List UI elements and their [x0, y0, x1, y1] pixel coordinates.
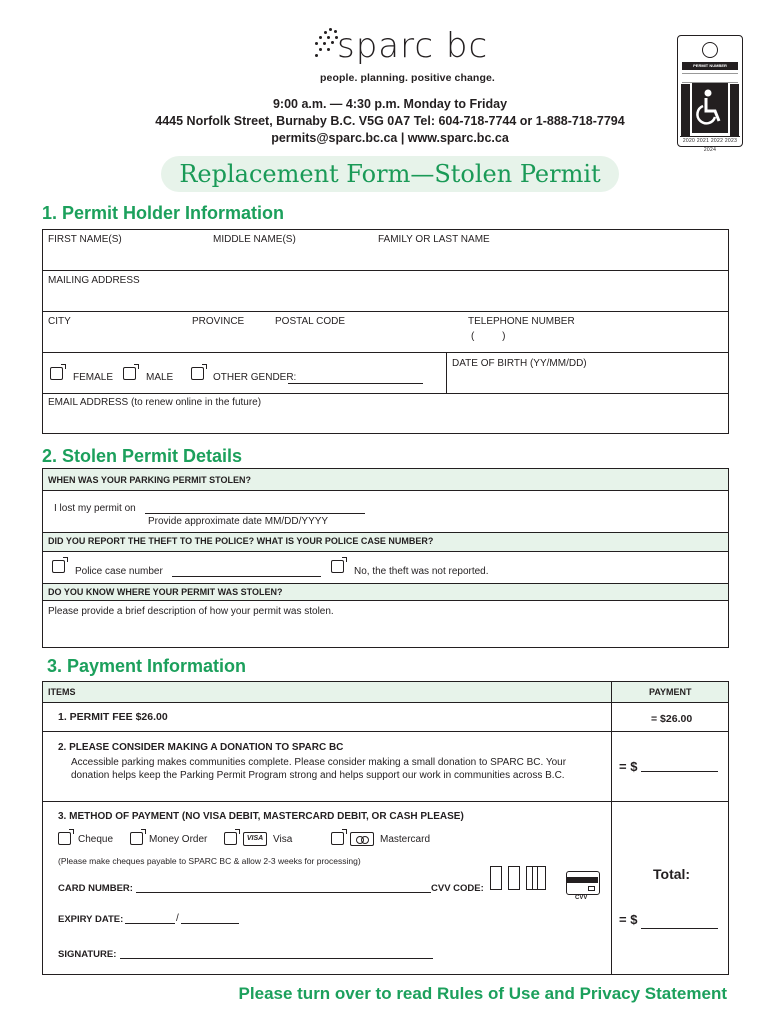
cheque-checkbox[interactable]: [58, 832, 71, 845]
lost-on-label: I lost my permit on: [54, 503, 136, 514]
when-stolen-question: WHEN WAS YOUR PARKING PERMIT STOLEN?: [48, 475, 252, 485]
cvv-digit-4[interactable]: [532, 866, 546, 890]
expiry-month-input[interactable]: [125, 923, 175, 924]
signature-label: SIGNATURE:: [58, 949, 117, 960]
lost-date-input[interactable]: [145, 513, 365, 514]
donation-title: 2. PLEASE CONSIDER MAKING A DONATION TO SPARC BC: [58, 742, 344, 753]
cvv-digit-1[interactable]: [490, 866, 502, 890]
cheque-label: Cheque: [78, 834, 114, 845]
donation-text-line-2: donation helps keep the Parking Permit Program strong and helps support our work in communities across B.C.: [71, 770, 565, 781]
other-gender-input[interactable]: [288, 383, 423, 384]
expiry-slash: /: [176, 913, 179, 924]
logo-tagline: people. planning. positive change.: [320, 72, 495, 84]
permit-years: 2020 2021 2022 2023 2024: [680, 136, 740, 145]
donation-text-line-1: Accessible parking makes communities complete. Please consider making a small donation to SPARC BC. Your: [71, 757, 567, 768]
logo-wordmark: sparc bc: [337, 26, 489, 66]
form-title: Replacement Form—Stolen Permit: [179, 160, 601, 188]
office-hours: 9:00 a.m. — 4:30 p.m. Monday to Friday: [272, 97, 508, 111]
cvv-icon-label: CVV: [575, 895, 588, 901]
police-case-checkbox[interactable]: [52, 560, 65, 573]
expiry-date-label: EXPIRY DATE:: [58, 914, 124, 925]
mastercard-logo-icon: [350, 832, 374, 846]
telephone-area-code: ( ): [471, 331, 506, 342]
donation-amount-input[interactable]: [641, 771, 718, 772]
family-name-field[interactable]: FAMILY OR LAST NAME: [378, 234, 490, 245]
money-order-checkbox[interactable]: [130, 832, 143, 845]
female-checkbox[interactable]: [50, 367, 63, 380]
where-stolen-question: DO YOU KNOW WHERE YOUR PERMIT WAS STOLEN?: [48, 587, 283, 597]
mailing-address-field[interactable]: MAILING ADDRESS: [48, 275, 140, 286]
money-order-label: Money Order: [149, 834, 208, 845]
cheque-payable-note: (Please make cheques payable to SPARC BC & allow 2-3 weeks for processing): [58, 856, 361, 866]
email-website: permits@sparc.bc.ca | www.sparc.bc.ca: [271, 131, 509, 145]
permit-fee-label: 1. PERMIT FEE $26.00: [58, 711, 168, 723]
cvv-card-icon: [566, 871, 600, 895]
other-gender-checkbox[interactable]: [191, 367, 204, 380]
card-number-input[interactable]: [136, 892, 431, 893]
email-address-field[interactable]: EMAIL ADDRESS (to renew online in the future): [48, 397, 262, 408]
city-field[interactable]: CITY: [48, 316, 71, 327]
date-of-birth-field[interactable]: DATE OF BIRTH (YY/MM/DD): [452, 358, 587, 369]
visa-label: Visa: [273, 834, 293, 845]
cvv-code-label: CVV CODE:: [431, 883, 484, 894]
postal-code-field[interactable]: POSTAL CODE: [275, 316, 346, 327]
parking-permit-image: [677, 35, 743, 153]
permit-number-bar: PERMIT NUMBER: [682, 62, 738, 70]
male-label: MALE: [146, 372, 174, 383]
mastercard-label: Mastercard: [380, 834, 431, 845]
permit-hole: [702, 42, 718, 58]
date-format-hint: Provide approximate date MM/DD/YYYY: [148, 516, 329, 527]
cvv-digit-2[interactable]: [508, 866, 520, 890]
theft-description-field[interactable]: Please provide a brief description of how your permit was stolen.: [48, 606, 334, 617]
turn-over-notice: Please turn over to read Rules of Use and Privacy Statement: [238, 984, 727, 1003]
middle-name-field[interactable]: MIDDLE NAME(S): [213, 234, 296, 245]
signature-input[interactable]: [120, 958, 433, 959]
donation-eq-label: = $: [619, 759, 638, 774]
stolen-permit-box: [42, 468, 729, 648]
not-reported-label: No, the theft was not reported.: [354, 566, 489, 577]
sparc-bc-logo: [315, 24, 495, 90]
visa-logo-icon: VISA: [243, 832, 267, 846]
permit-fee-amount: = $26.00: [651, 713, 693, 725]
wheelchair-icon: [692, 83, 728, 133]
total-eq-label: = $: [619, 912, 638, 927]
first-name-field[interactable]: FIRST NAME(S): [48, 234, 122, 245]
payment-column-header: PAYMENT: [649, 687, 692, 697]
payment-box: [42, 681, 729, 975]
police-case-label: Police case number: [75, 566, 163, 577]
expiry-year-input[interactable]: [181, 923, 239, 924]
mastercard-checkbox[interactable]: [331, 832, 344, 845]
visa-checkbox[interactable]: [224, 832, 237, 845]
province-field[interactable]: PROVINCE: [192, 316, 245, 327]
female-label: FEMALE: [73, 372, 114, 383]
total-label: Total:: [653, 866, 691, 882]
police-case-input[interactable]: [172, 576, 321, 577]
items-column-header: ITEMS: [48, 687, 76, 697]
total-amount-input[interactable]: [641, 928, 718, 929]
telephone-field[interactable]: TELEPHONE NUMBER: [468, 316, 575, 327]
section-2-heading: 2. Stolen Permit Details: [42, 446, 243, 466]
card-number-label: CARD NUMBER:: [58, 883, 133, 894]
office-address: 4445 Norfolk Street, Burnaby B.C. V5G 0A7 Tel: 604-718-7744 or 1-888-718-7794: [155, 114, 625, 128]
not-reported-checkbox[interactable]: [331, 560, 344, 573]
other-gender-label: OTHER GENDER:: [213, 372, 297, 383]
section-3-heading: 3. Payment Information: [47, 656, 247, 676]
male-checkbox[interactable]: [123, 367, 136, 380]
police-report-question: DID YOU REPORT THE THEFT TO THE POLICE? WHAT IS YOUR POLICE CASE NUMBER?: [48, 536, 434, 546]
section-1-heading: 1. Permit Holder Information: [42, 203, 285, 223]
payment-method-title: 3. METHOD OF PAYMENT (NO VISA DEBIT, MASTERCARD DEBIT, OR CASH PLEASE): [58, 811, 464, 822]
